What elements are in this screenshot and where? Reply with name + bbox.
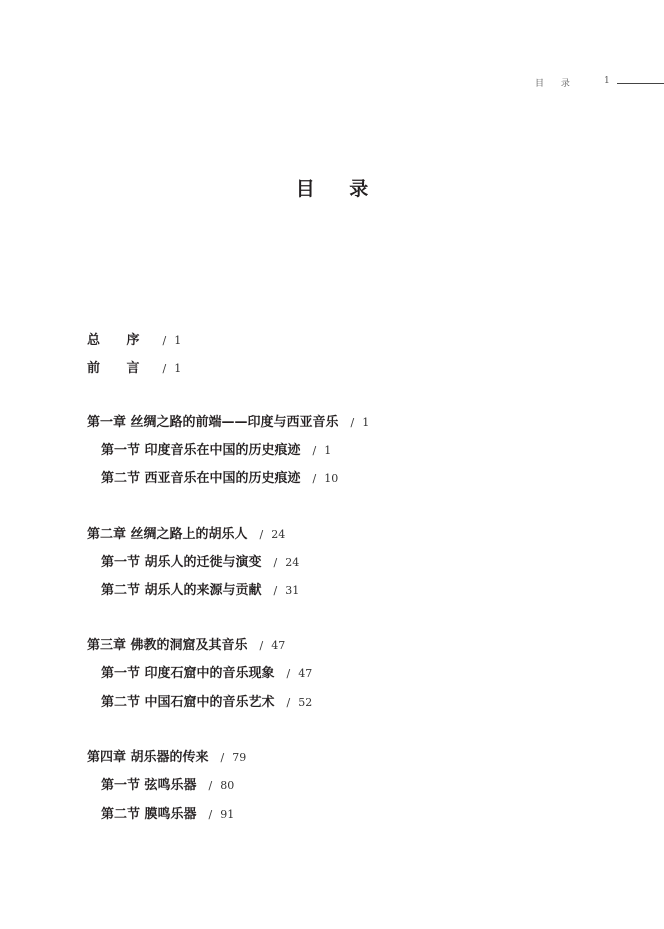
- toc-page-number: 1: [174, 362, 182, 375]
- header-rule: [617, 83, 664, 84]
- toc-separator: /: [312, 472, 317, 485]
- toc-entry-section-1-2[interactable]: [101, 469, 338, 489]
- toc-separator: /: [208, 779, 213, 792]
- toc-entry-label: 第一节 胡乐人的迁徙与演变: [101, 555, 262, 570]
- toc-page-number: 1: [362, 416, 370, 429]
- toc-entry-label: 第二节 胡乐人的来源与贡献: [101, 583, 262, 598]
- toc-page-number: 24: [271, 528, 286, 541]
- toc-entry-label: 总 序: [87, 333, 151, 348]
- toc-entry-section-3-2[interactable]: [101, 693, 312, 713]
- toc-entry-foreword[interactable]: [87, 359, 181, 379]
- toc-entry-label: 第三章 佛教的洞窟及其音乐: [87, 638, 248, 653]
- toc-entry-label: 第一章 丝绸之路的前端——印度与西亚音乐: [87, 415, 339, 430]
- toc-entry-label: 前 言: [87, 361, 151, 376]
- toc-page-number: 91: [220, 808, 235, 821]
- toc-entry-chapter-4[interactable]: [87, 748, 246, 768]
- toc-entry-label: 第二章 丝绸之路上的胡乐人: [87, 527, 248, 542]
- toc-entry-label: 第二节 膜鸣乐器: [101, 807, 197, 822]
- toc-page-number: 31: [285, 584, 300, 597]
- toc-separator: /: [259, 639, 264, 652]
- toc-separator: /: [273, 584, 278, 597]
- toc-entry-chapter-1[interactable]: [87, 413, 369, 433]
- toc-separator: /: [286, 667, 291, 680]
- toc-entry-section-3-1[interactable]: [101, 664, 312, 684]
- toc-separator: /: [162, 334, 167, 347]
- toc-entry-preface[interactable]: [87, 331, 181, 351]
- toc-separator: /: [286, 696, 291, 709]
- toc-entry-section-2-2[interactable]: [101, 581, 299, 601]
- toc-separator: /: [350, 416, 355, 429]
- toc-page-number: 1: [174, 334, 182, 347]
- toc-separator: /: [162, 362, 167, 375]
- toc-entry-chapter-3[interactable]: [87, 636, 285, 656]
- toc-entry-label: 第四章 胡乐器的传来: [87, 750, 209, 765]
- toc-entry-label: 第一节 印度石窟中的音乐现象: [101, 666, 275, 681]
- toc-entry-label: 第二节 西亚音乐在中国的历史痕迹: [101, 471, 301, 486]
- toc-page-number: 10: [324, 472, 339, 485]
- toc-page-number: 79: [232, 751, 247, 764]
- toc-entry-section-4-2[interactable]: [101, 805, 234, 825]
- toc-separator: /: [312, 444, 317, 457]
- toc-separator: /: [220, 751, 225, 764]
- toc-entry-label: 第一节 印度音乐在中国的历史痕迹: [101, 443, 301, 458]
- toc-page-number: 1: [324, 444, 332, 457]
- toc-entry-section-2-1[interactable]: [101, 553, 299, 573]
- toc-page-number: 52: [298, 696, 313, 709]
- running-header-page-number: 1: [604, 76, 610, 86]
- toc-entry-section-4-1[interactable]: [101, 776, 234, 796]
- running-header-label: 目 录: [535, 79, 577, 89]
- toc-page-number: 24: [285, 556, 300, 569]
- toc-entry-chapter-2[interactable]: [87, 525, 285, 545]
- running-header: [535, 76, 664, 92]
- toc-entry-section-1-1[interactable]: [101, 441, 331, 461]
- page-title: 目 录: [295, 178, 383, 200]
- toc-page-number: 80: [220, 779, 235, 792]
- toc-page-number: 47: [298, 667, 313, 680]
- toc-entry-label: 第一节 弦鸣乐器: [101, 778, 197, 793]
- toc-separator: /: [273, 556, 278, 569]
- toc-page-number: 47: [271, 639, 286, 652]
- toc-entry-label: 第二节 中国石窟中的音乐艺术: [101, 695, 275, 710]
- toc-separator: /: [259, 528, 264, 541]
- toc-separator: /: [208, 808, 213, 821]
